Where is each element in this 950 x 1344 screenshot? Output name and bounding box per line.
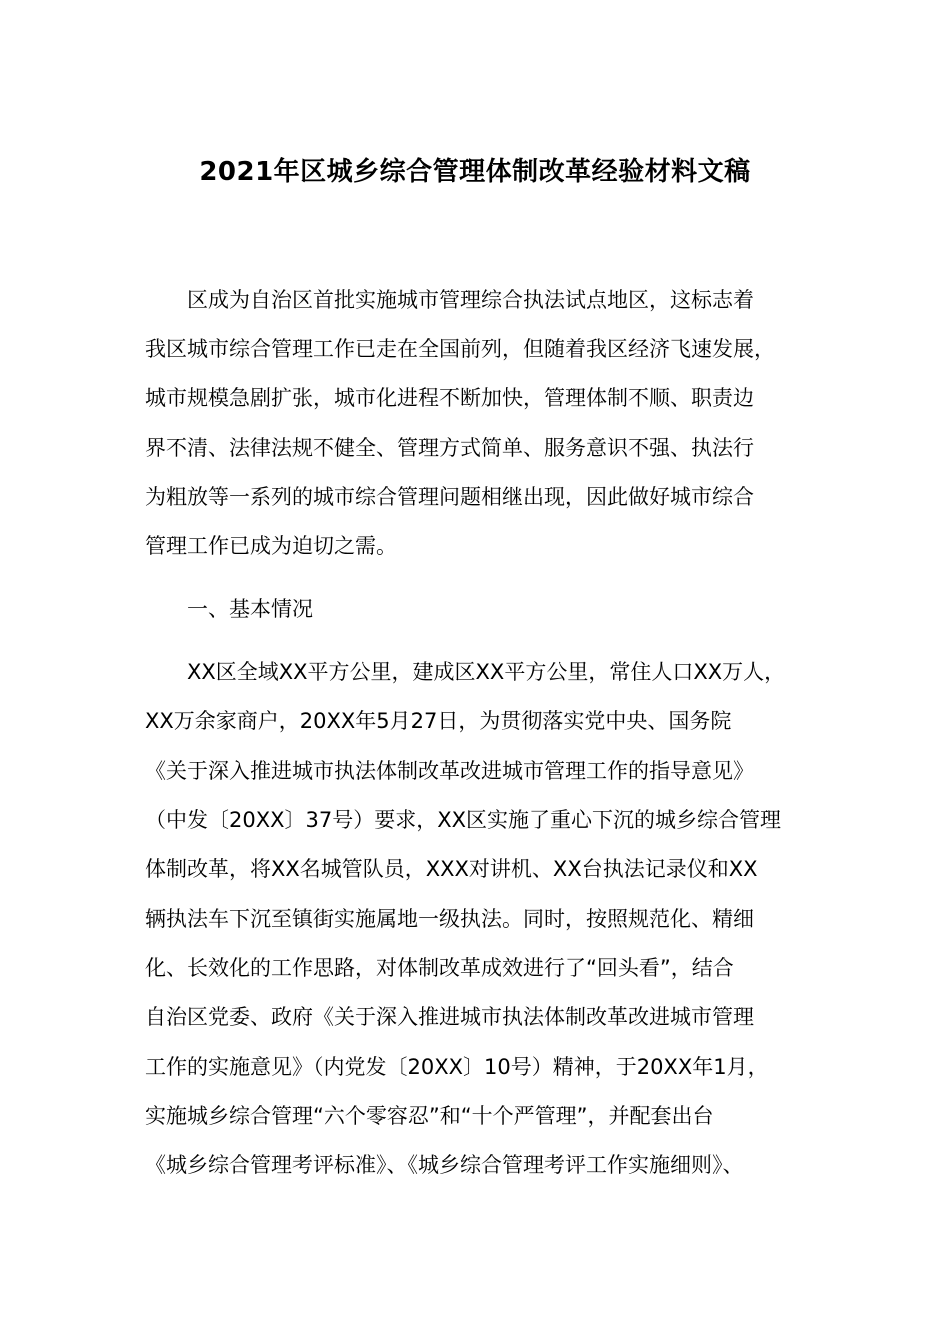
paragraph-line: 区成为自治区首批实施城市管理综合执法试点地区，这标志着	[187, 288, 754, 312]
paragraph-line: 辆执法车下沉至镇街实施属地一级执法。同时，按照规范化、精细	[145, 907, 754, 931]
paragraph-line: 管理工作已成为迫切之需。	[145, 534, 397, 558]
paragraph-line: 实施城乡综合管理“六个零容忍”和“十个严管理”，并配套出台	[145, 1104, 714, 1128]
paragraph-line: XX万余家商户，20XX年5月27日，为贯彻落实党中央、国务院	[145, 709, 732, 733]
section-heading: 一、基本情况	[187, 597, 313, 621]
paragraph-line: （中发〔20XX〕37号）要求，XX区实施了重心下沉的城乡综合管理	[145, 808, 781, 832]
paragraph-line: 为粗放等一系列的城市综合管理问题相继出现，因此做好城市综合	[145, 485, 754, 509]
paragraph-line: 工作的实施意见》（内党发〔20XX〕10号）精神，于20XX年1月，	[145, 1055, 769, 1079]
document-title: 2021年区城乡综合管理体制改革经验材料文稿	[199, 157, 751, 187]
paragraph-line: 《关于深入推进城市执法体制改革改进城市管理工作的指导意见》	[145, 759, 754, 783]
paragraph-line: 体制改革，将XX名城管队员，XXX对讲机、XX台执法记录仪和XX	[145, 857, 758, 881]
paragraph-line: 化、长效化的工作思路，对体制改革成效进行了“回头看”，结合	[145, 956, 734, 980]
paragraph-line: 《城乡综合管理考评标准》、《城乡综合管理考评工作实施细则》、	[145, 1153, 744, 1177]
paragraph-line: 界不清、法律法规不健全、管理方式简单、服务意识不强、执法行	[145, 436, 754, 460]
paragraph-line: 我区城市综合管理工作已走在全国前列，但随着我区经济飞速发展，	[145, 337, 775, 361]
paragraph-line: 自治区党委、政府《关于深入推进城市执法体制改革改进城市管理	[145, 1005, 754, 1029]
paragraph-line: 城市规模急剧扩张，城市化进程不断加快，管理体制不顺、职责边	[145, 386, 754, 410]
paragraph-line: XX区全域XX平方公里，建成区XX平方公里，常住人口XX万人，	[187, 660, 786, 684]
